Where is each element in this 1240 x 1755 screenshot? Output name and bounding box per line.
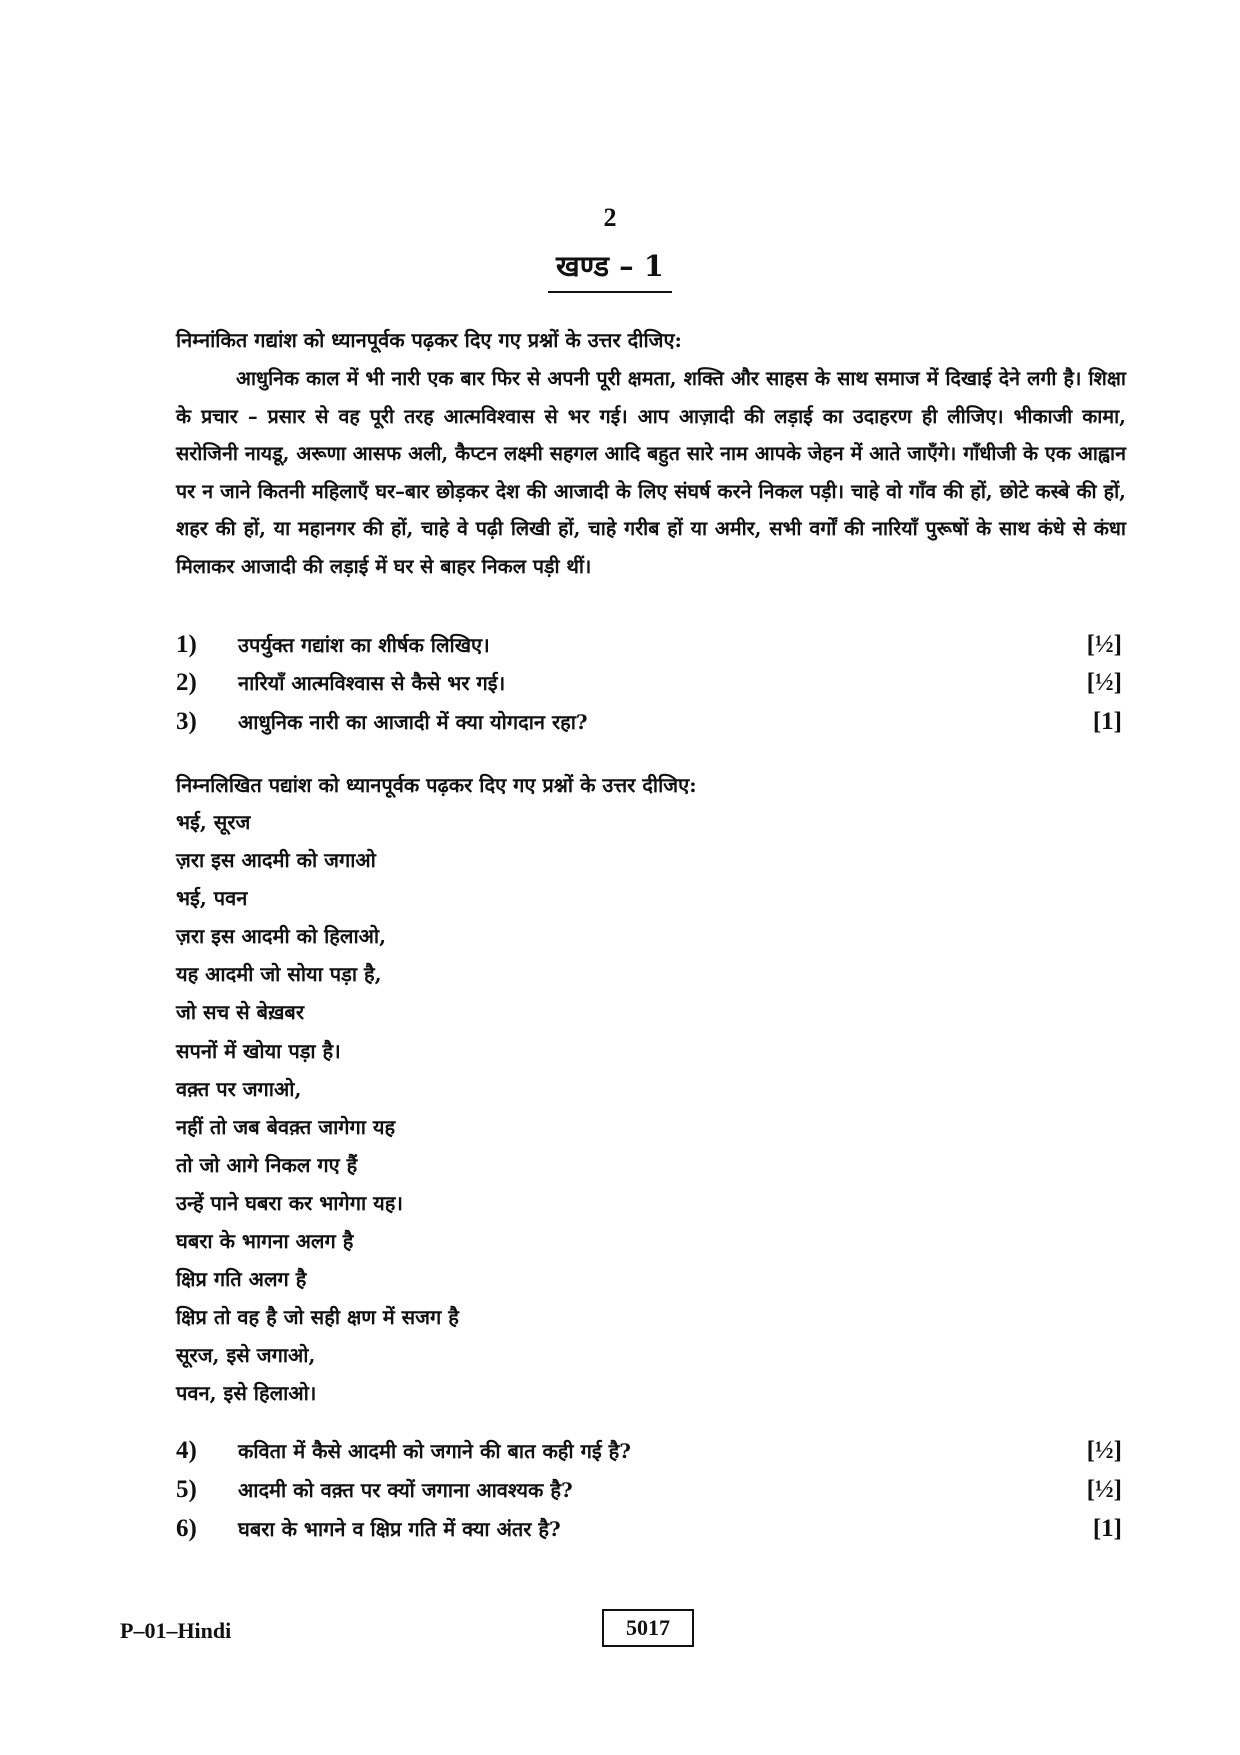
poem-line: उन्हें पाने घबरा कर भागेगा यह। bbox=[176, 1190, 403, 1215]
section-title-text: खण्ड – 1 bbox=[548, 246, 672, 293]
question-marks: [1] bbox=[1092, 708, 1122, 735]
prose-instruction: निम्नांकित गद्यांश को ध्यानपूर्वक पढ़कर दिए गए प्रश्नों के उत्तर दीजिए: bbox=[176, 328, 682, 352]
poem-line: घबरा के भागना अलग है bbox=[176, 1229, 354, 1254]
question-text: घबरा के भागने व क्षिप्र गति में क्या अंतर है? bbox=[238, 1517, 561, 1541]
prose-passage: आधुनिक काल में भी नारी एक बार फिर से अपनी पूरी क्षमता, शक्ति और साहस के साथ समाज में दिखाई देने लगी है। शिक्षा के प्रचार – प्रसार से वह पूरी तरह आत्मविश्वास से भर गई। आप आज़ादी की लड़ाई का उदाहरण ही लीजिए। भीकाजी कामा, सरोजिनी नायडू, अरूणा आसफ अली, कैप्टन लक्ष्मी सहगल आदि बहुत सारे नाम आपके जेहन में आते जाएँगे। गाँधीजी के एक आह्वान पर न जाने कितनी महिलाएँ घर–बार छोड़कर देश की आजादी के लिए संघर्ष करने निकल पड़ी। चाहे वो गाँव की हों, छोटे कस्बे की हों, शहर की हों, या महानगर की हों, चाहे वे पढ़ी लिखी हों, चाहे गरीब हों या अमीर, सभी वर्गों की नारियाँ पुरूषों के साथ कंधे से कंधा मिलाकर आजादी की लड़ाई में घर से बाहर निकल पड़ी थीं। bbox=[176, 367, 1126, 578]
question-number: 2) bbox=[176, 669, 197, 696]
poem-line: भई, सूरज bbox=[176, 810, 251, 834]
poem bbox=[176, 803, 876, 1413]
question-marks: [½] bbox=[1086, 631, 1122, 658]
question-number: 3) bbox=[176, 708, 197, 735]
poem-line: ज़रा इस आदमी को हिलाओ, bbox=[176, 924, 387, 949]
question-4 bbox=[176, 1432, 1122, 1470]
serial-number-box: 5017 bbox=[602, 1609, 694, 1647]
poem-line: यह आदमी जो सोया पड़ा है, bbox=[176, 962, 382, 987]
question-6 bbox=[176, 1510, 1122, 1548]
question-marks: [½] bbox=[1086, 669, 1122, 696]
poem-line: नहीं तो जब बेवक़्त जागेगा यह bbox=[176, 1114, 396, 1139]
question-2 bbox=[176, 664, 1122, 702]
poem-line: वक़्त पर जगाओ, bbox=[176, 1076, 302, 1101]
question-number: 6) bbox=[176, 1515, 197, 1542]
poem-line: तो जो आगे निकल गए हैं bbox=[176, 1152, 358, 1177]
poem-line: क्षिप्र गति अलग है bbox=[176, 1267, 307, 1292]
poem-line: क्षिप्र तो वह है जो सही क्षण में सजग है bbox=[176, 1305, 459, 1330]
question-number: 1) bbox=[176, 631, 197, 658]
poem-instruction: निम्नलिखित पद्यांश को ध्यानपूर्वक पढ़कर दिए गए प्रश्नों के उत्तर दीजिए: bbox=[176, 773, 697, 797]
poem-line: जो सच से बेख़बर bbox=[176, 1000, 305, 1025]
poem-line: सूरज, इसे जगाओ, bbox=[176, 1343, 316, 1368]
question-text: कविता में कैसे आदमी को जगाने की बात कही गई है? bbox=[238, 1439, 631, 1463]
question-text: आदमी को वक़्त पर क्यों जगाना आवश्यक है? bbox=[238, 1478, 573, 1502]
paper-code: P–01–Hindi bbox=[120, 1618, 232, 1643]
question-text: उपर्युक्त गद्यांश का शीर्षक लिखिए। bbox=[238, 633, 490, 657]
poem-line: ज़रा इस आदमी को जगाओ bbox=[176, 848, 376, 873]
question-marks: [½] bbox=[1086, 1476, 1122, 1503]
page-number: 2 bbox=[603, 203, 617, 232]
question-marks: [½] bbox=[1086, 1437, 1122, 1464]
question-3 bbox=[176, 703, 1122, 741]
section-title bbox=[0, 246, 1220, 293]
question-1 bbox=[176, 626, 1122, 664]
question-marks: [1] bbox=[1092, 1515, 1122, 1542]
question-5 bbox=[176, 1471, 1122, 1509]
poem-line: भई, पवन bbox=[176, 886, 248, 911]
poem-line: सपनों में खोया पड़ा है। bbox=[176, 1038, 341, 1063]
question-number: 4) bbox=[176, 1437, 197, 1464]
question-text: नारियाँ आत्मविश्वास से कैसे भर गई। bbox=[238, 671, 506, 695]
poem-line: पवन, इसे हिलाओ। bbox=[176, 1381, 317, 1406]
question-number: 5) bbox=[176, 1476, 197, 1503]
question-text: आधुनिक नारी का आजादी में क्या योगदान रहा? bbox=[238, 710, 588, 734]
